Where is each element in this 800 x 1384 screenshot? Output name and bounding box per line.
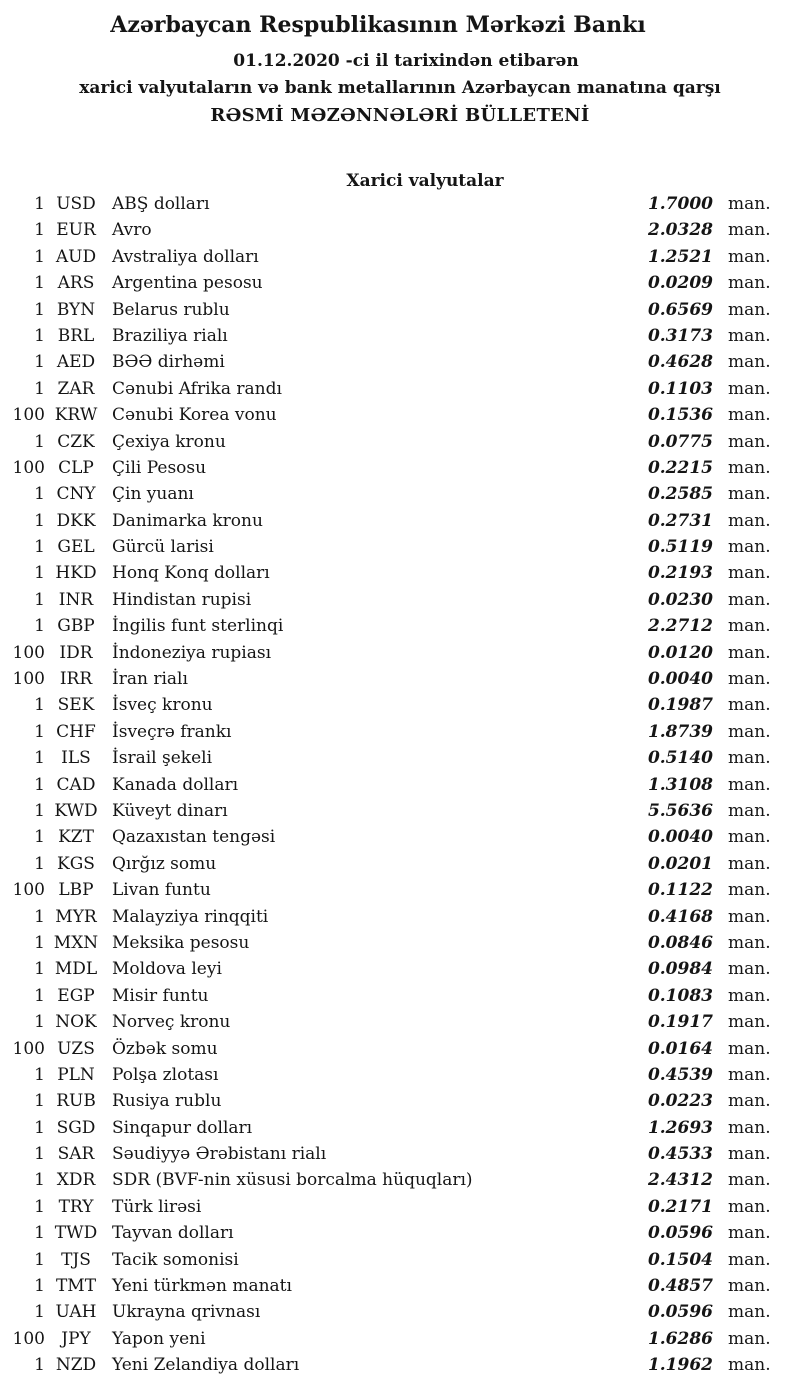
rate-row [0, 719, 800, 745]
currency-qty: 100 [12, 880, 45, 901]
currency-unit: man. [728, 774, 771, 795]
rate-row [0, 798, 800, 824]
currency-qty: 1 [34, 484, 45, 505]
currency-code: IRR [59, 669, 93, 690]
currency-qty: 1 [34, 721, 45, 742]
rate-row [0, 244, 800, 270]
currency-name: Türk lirəsi [112, 1196, 202, 1217]
rate-row [0, 1141, 800, 1167]
currency-qty: 1 [34, 194, 45, 214]
rate-row [0, 1194, 800, 1220]
rate-row [0, 1273, 800, 1299]
currency-name: Meksika pesosu [112, 932, 250, 953]
currency-unit: man. [728, 1144, 771, 1165]
currency-rate: 0.0040 [647, 669, 713, 690]
rate-row [0, 1036, 800, 1062]
currency-name: Hindistan rupisi [112, 589, 252, 610]
currency-code: SAR [57, 1144, 95, 1165]
currency-unit: man. [728, 405, 771, 426]
currency-code: ZAR [57, 378, 95, 399]
currency-code: MXN [53, 932, 99, 953]
currency-unit: man. [728, 985, 771, 1006]
currency-unit: man. [728, 378, 771, 399]
currency-code: GEL [57, 537, 95, 558]
rate-row [0, 692, 800, 718]
currency-name: Cənubi Afrika randı [112, 378, 282, 399]
currency-unit: man. [728, 1328, 771, 1349]
currency-name: Kanada dolları [112, 774, 239, 795]
currency-code: TWD [54, 1223, 98, 1244]
rate-row [0, 1062, 800, 1088]
currency-name: Moldova leyi [112, 959, 222, 980]
currency-qty: 1 [34, 1012, 45, 1033]
currency-unit: man. [728, 800, 771, 821]
currency-name: Yapon yeni [112, 1328, 206, 1349]
currency-rate: 0.1987 [647, 695, 713, 716]
currency-qty: 1 [34, 1170, 45, 1191]
currency-rate: 0.1083 [647, 985, 713, 1006]
currency-qty: 1 [34, 827, 45, 848]
currency-code: UZS [57, 1038, 95, 1059]
rate-row [0, 217, 800, 243]
currency-rate: 0.6569 [647, 299, 713, 320]
currency-unit: man. [728, 537, 771, 558]
currency-unit: man. [728, 589, 771, 610]
rate-row [0, 745, 800, 771]
currency-rate: 0.0230 [647, 589, 713, 610]
currency-code: GBP [57, 616, 95, 637]
currency-name: Honq Konq dolları [112, 563, 270, 584]
rate-row [0, 904, 800, 930]
rate-row [0, 666, 800, 692]
currency-rate: 5.5636 [647, 800, 713, 821]
currency-code: MYR [55, 906, 97, 927]
currency-rate: 0.0775 [647, 431, 713, 452]
rate-row [0, 1326, 800, 1352]
currency-qty: 1 [34, 325, 45, 346]
currency-unit: man. [728, 695, 771, 716]
rate-row [0, 1299, 800, 1325]
currency-name: İran rialı [112, 669, 188, 690]
currency-rate: 1.6286 [647, 1328, 713, 1349]
currency-code: CHF [56, 721, 96, 742]
rate-row [0, 402, 800, 428]
rate-row [0, 297, 800, 323]
currency-code: CZK [57, 431, 95, 452]
currency-qty: 1 [34, 959, 45, 980]
currency-code: PLN [57, 1064, 95, 1085]
currency-rate: 0.2585 [647, 484, 713, 505]
currency-code: CAD [56, 774, 96, 795]
currency-qty: 1 [34, 906, 45, 927]
currency-name: Küveyt dinarı [112, 800, 228, 821]
currency-qty: 1 [34, 537, 45, 558]
currency-name: Belarus rublu [112, 299, 230, 320]
currency-unit: man. [728, 457, 771, 478]
currency-code: HKD [55, 563, 97, 584]
currency-name: Yeni türkmən manatı [112, 1276, 292, 1297]
currency-name: Cənubi Korea vonu [112, 405, 277, 426]
currency-unit: man. [728, 246, 771, 267]
currency-qty: 100 [12, 457, 45, 478]
currency-code: MDL [54, 959, 98, 980]
currency-rate: 1.2693 [647, 1117, 713, 1138]
rate-row [0, 1115, 800, 1141]
currency-rate: 0.0846 [647, 932, 713, 953]
currency-name: Tayvan dolları [112, 1223, 234, 1244]
currency-rate: 0.0040 [647, 827, 713, 848]
currency-qty: 1 [34, 220, 45, 241]
rate-row [0, 772, 800, 798]
currency-rate: 0.0209 [647, 273, 713, 294]
rate-row [0, 455, 800, 481]
currency-code: TJS [61, 1249, 91, 1270]
currency-name: Çili Pesosu [112, 457, 207, 478]
currency-unit: man. [728, 1223, 771, 1244]
currency-code: CLP [58, 457, 94, 478]
currency-rate: 2.0328 [647, 220, 713, 241]
currency-unit: man. [728, 194, 771, 214]
currency-unit: man. [728, 642, 771, 663]
currency-unit: man. [728, 616, 771, 637]
currency-rate: 0.0984 [647, 959, 713, 980]
currency-unit: man. [728, 906, 771, 927]
currency-unit: man. [728, 484, 771, 505]
currency-unit: man. [728, 1170, 771, 1191]
currency-name: Gürcü larisi [112, 537, 214, 558]
currency-unit: man. [728, 880, 771, 901]
currency-unit: man. [728, 1276, 771, 1297]
currency-name: Çexiya kronu [112, 431, 226, 452]
currency-qty: 1 [34, 1223, 45, 1244]
currency-name: Danimarka kronu [112, 510, 263, 531]
currency-rate: 2.2712 [647, 616, 713, 637]
currency-code: EGP [57, 985, 95, 1006]
currency-name: Çin yuanı [112, 484, 194, 505]
currency-qty: 100 [12, 1328, 45, 1349]
currency-rate: 0.4628 [647, 352, 713, 373]
currency-name: Polşa zlotası [112, 1064, 219, 1085]
currency-qty: 1 [34, 800, 45, 821]
currency-unit: man. [728, 748, 771, 769]
currency-rate: 1.2521 [647, 246, 713, 267]
currency-code: KZT [58, 827, 94, 848]
rate-row [0, 1009, 800, 1035]
currency-name: Ukrayna qrivnası [112, 1302, 261, 1323]
currency-code: ARS [57, 273, 95, 294]
currency-qty: 1 [34, 1064, 45, 1085]
currency-rate: 0.5119 [647, 537, 713, 558]
currency-rate: 0.0120 [647, 642, 713, 663]
currency-rate: 0.0201 [647, 853, 713, 874]
currency-unit: man. [728, 1064, 771, 1085]
rate-row [0, 534, 800, 560]
rate-row [0, 587, 800, 613]
rate-row [0, 983, 800, 1009]
rate-row [0, 640, 800, 666]
currency-unit: man. [728, 853, 771, 874]
rate-row [0, 349, 800, 375]
currency-code: NOK [55, 1012, 97, 1033]
currency-unit: man. [728, 827, 771, 848]
currency-name: Argentina pesosu [112, 273, 263, 294]
currency-rate: 0.3173 [647, 325, 713, 346]
currency-code: XDR [56, 1170, 96, 1191]
currency-qty: 1 [34, 1144, 45, 1165]
currency-unit: man. [728, 932, 771, 953]
currency-name: Avstraliya dolları [112, 246, 259, 267]
currency-code: AED [56, 352, 96, 373]
currency-code: RUB [56, 1091, 96, 1112]
rate-row [0, 560, 800, 586]
bulletin-title: RƏSMİ MƏZƏNNƏLƏRİ BÜLLETENİ [210, 105, 590, 126]
currency-code: KGS [57, 853, 95, 874]
currency-qty: 1 [34, 1091, 45, 1112]
currency-qty: 100 [12, 1038, 45, 1059]
currency-unit: man. [728, 431, 771, 452]
currency-qty: 1 [34, 510, 45, 531]
currency-rate: 0.4857 [647, 1276, 713, 1297]
currency-rate: 0.4533 [647, 1144, 713, 1165]
currency-qty: 1 [34, 695, 45, 716]
currency-rate: 0.0596 [647, 1302, 713, 1323]
currency-code: TRY [58, 1196, 94, 1217]
currency-name: Rusiya rublu [112, 1091, 222, 1112]
currency-name: İsveç kronu [112, 695, 213, 716]
currency-rate: 2.4312 [647, 1170, 713, 1191]
currency-qty: 1 [34, 985, 45, 1006]
currency-qty: 1 [34, 352, 45, 373]
currency-name: Yeni Zelandiya dolları [112, 1355, 300, 1376]
currency-unit: man. [728, 352, 771, 373]
rate-row [0, 1220, 800, 1246]
currency-code: USD [56, 194, 96, 214]
rate-row [0, 191, 800, 217]
currency-unit: man. [728, 273, 771, 294]
currency-unit: man. [728, 563, 771, 584]
currency-qty: 1 [34, 1196, 45, 1217]
currency-code: UAH [55, 1302, 97, 1323]
currency-code: SEK [57, 695, 95, 716]
currency-name: Özbək somu [112, 1038, 218, 1059]
currency-rate: 0.4168 [647, 906, 713, 927]
rate-row [0, 1088, 800, 1114]
currency-name: Səudiyyə Ərəbistanı rialı [112, 1144, 327, 1165]
currency-code: EUR [56, 220, 96, 241]
currency-rate: 0.2731 [647, 510, 713, 531]
currency-code: BYN [56, 299, 96, 320]
currency-name: Qazaxıstan tengəsi [112, 827, 276, 848]
currency-rate: 1.8739 [647, 721, 713, 742]
currency-code: TMT [55, 1276, 97, 1297]
currency-code: DKK [56, 510, 96, 531]
currency-code: SGD [56, 1117, 96, 1138]
currency-qty: 1 [34, 1117, 45, 1138]
currency-name: ABŞ dolları [112, 194, 210, 214]
currency-name: İndoneziya rupiası [112, 642, 272, 663]
currency-unit: man. [728, 1249, 771, 1270]
rate-row [0, 930, 800, 956]
currency-qty: 1 [34, 1302, 45, 1323]
currency-name: Tacik somonisi [112, 1249, 239, 1270]
rate-row [0, 1247, 800, 1273]
currency-code: JPY [61, 1328, 91, 1349]
currency-qty: 1 [34, 299, 45, 320]
currency-qty: 1 [34, 1276, 45, 1297]
currency-rate: 1.7000 [647, 194, 713, 214]
currency-qty: 1 [34, 748, 45, 769]
rate-row [0, 613, 800, 639]
currency-unit: man. [728, 669, 771, 690]
currency-code: ILS [61, 748, 91, 769]
currency-name: Misir funtu [112, 985, 209, 1006]
currency-qty: 1 [34, 616, 45, 637]
bank-title: Azərbaycan Respublikasının Mərkəzi Bankı [110, 12, 646, 38]
currency-rate: 0.0164 [647, 1038, 713, 1059]
currency-unit: man. [728, 299, 771, 320]
currency-qty: 1 [34, 1355, 45, 1376]
currency-rate: 1.1962 [647, 1355, 713, 1376]
currency-rate: 0.1103 [647, 378, 713, 399]
effective-date-line: 01.12.2020 -ci il tarixindən etibarən [233, 51, 579, 71]
currency-rate: 1.3108 [647, 774, 713, 795]
currency-rate: 0.1504 [647, 1249, 713, 1270]
rate-row [0, 270, 800, 296]
rate-row [0, 877, 800, 903]
currency-unit: man. [728, 220, 771, 241]
currency-name: SDR (BVF-nin xüsusi borcalma hüquqları) [112, 1170, 473, 1191]
currency-rate: 0.1536 [647, 405, 713, 426]
subtitle-line: xarici valyutaların və bank metallarının Azərbaycan manatına qarşı [79, 78, 721, 98]
currency-qty: 1 [34, 932, 45, 953]
currency-unit: man. [728, 325, 771, 346]
currency-code: BRL [57, 325, 95, 346]
rate-row [0, 376, 800, 402]
rate-row [0, 323, 800, 349]
currency-qty: 100 [12, 642, 45, 663]
currency-unit: man. [728, 959, 771, 980]
currency-rate: 0.2215 [647, 457, 713, 478]
currency-code: KRW [54, 405, 98, 426]
currency-unit: man. [728, 1012, 771, 1033]
rates-table [0, 191, 800, 1379]
section-title-foreign-currencies: Xarici valyutalar [346, 171, 504, 191]
currency-name: Malayziya rinqqiti [112, 906, 269, 927]
rate-row [0, 1167, 800, 1193]
rate-row [0, 851, 800, 877]
rate-row [0, 956, 800, 982]
currency-qty: 100 [12, 669, 45, 690]
rate-row [0, 481, 800, 507]
currency-name: BƏƏ dirhəmi [112, 352, 225, 373]
currency-qty: 1 [34, 1249, 45, 1270]
currency-name: İsrail şekeli [112, 748, 212, 769]
currency-name: İsveçrə frankı [112, 721, 232, 742]
currency-code: CNY [56, 484, 96, 505]
currency-code: INR [58, 589, 94, 610]
currency-unit: man. [728, 721, 771, 742]
currency-code: NZD [55, 1355, 97, 1376]
currency-rate: 0.2193 [647, 563, 713, 584]
rate-row [0, 508, 800, 534]
currency-rate: 0.2171 [647, 1196, 713, 1217]
currency-qty: 1 [34, 431, 45, 452]
currency-qty: 1 [34, 378, 45, 399]
rate-row [0, 1352, 800, 1378]
currency-name: Qırğız somu [112, 853, 217, 874]
currency-rate: 0.5140 [647, 748, 713, 769]
currency-rate: 0.1917 [647, 1012, 713, 1033]
currency-code: LBP [58, 880, 94, 901]
currency-code: KWD [54, 800, 98, 821]
currency-name: Sinqapur dolları [112, 1117, 253, 1138]
currency-rate: 0.0223 [647, 1091, 713, 1112]
currency-name: İngilis funt sterlinqi [112, 616, 284, 637]
currency-unit: man. [728, 1196, 771, 1217]
currency-unit: man. [728, 1091, 771, 1112]
currency-qty: 1 [34, 589, 45, 610]
currency-rate: 0.0596 [647, 1223, 713, 1244]
currency-qty: 100 [12, 405, 45, 426]
currency-unit: man. [728, 1117, 771, 1138]
currency-qty: 1 [34, 273, 45, 294]
currency-code: IDR [59, 642, 93, 663]
currency-qty: 1 [34, 246, 45, 267]
currency-unit: man. [728, 510, 771, 531]
currency-rate: 0.4539 [647, 1064, 713, 1085]
currency-name: Avro [112, 220, 152, 241]
currency-code: AUD [55, 246, 97, 267]
currency-name: Livan funtu [112, 880, 211, 901]
currency-qty: 1 [34, 563, 45, 584]
currency-qty: 1 [34, 853, 45, 874]
currency-unit: man. [728, 1355, 771, 1376]
currency-unit: man. [728, 1038, 771, 1059]
currency-name: Braziliya rialı [112, 325, 228, 346]
currency-name: Norveç kronu [112, 1012, 231, 1033]
currency-unit: man. [728, 1302, 771, 1323]
rate-row [0, 824, 800, 850]
currency-qty: 1 [34, 774, 45, 795]
currency-rate: 0.1122 [647, 880, 713, 901]
rate-row [0, 429, 800, 455]
